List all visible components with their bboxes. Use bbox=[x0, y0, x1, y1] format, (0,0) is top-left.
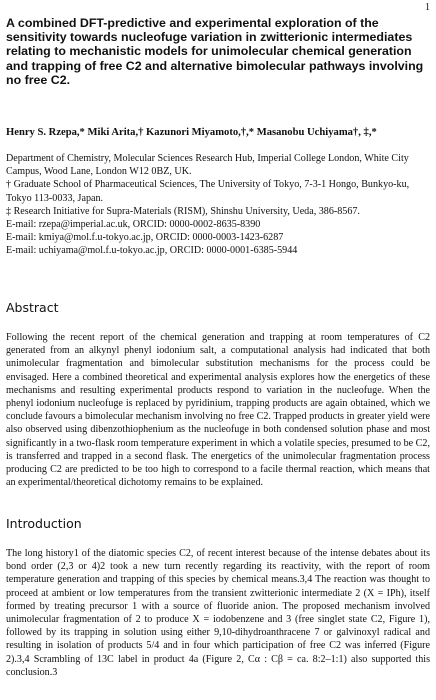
email-uchiyama: E-mail: uchiyama@mol.f.u-tokyo.ac.jp, ORCID: 0000-0001-6385-5944 bbox=[6, 245, 298, 257]
affiliation-shinshu: ‡ Research Initiative for Supra-Materials (RISM), Shinshu University, Ueda, 386-8567. bbox=[6, 205, 360, 217]
affiliation-imperial: Department of Chemistry, Molecular Sciences Research Hub, Imperial College London, White City Campus, Wood Lane, London W12 0BZ, UK. bbox=[6, 153, 409, 178]
abstract-text: Following the recent report of the chemical generation and trapping at room temperatures of C2 generated from an alkynyl phenyl iodonium salt, a computational analysis had indicated that both unimolecular fragmentation and bimolecular substitution mechanisms for the process could be envisaged. Here a combined theoretical and experimental analysis explores how the energetics of these mechanisms and resulting experimental products respond to variation in the nucleofuge. When the phenyl iodonium nucleofuge is replaced by pyridinium, trapping products are again obtained, which we conclude favours a bimolecular mechanism involving no free C2. Trapped products in greater yield were also observed using dibenzothiophenium as the nucleofuge in both condensed solution phase and most significantly in a two-flask room temperature experiment in which a volatile species, presumed to be C2, is transferred and trapped in a second flask. The energetics of the unimolecular fragmentation process producing C2 are predicted to be too high to correspond to a facile thermal reaction, which means that an experimental/theoretical dichotomy remains to be explained. bbox=[6, 332, 430, 489]
affiliation-block bbox=[6, 152, 432, 258]
affiliation-tokyo: † Graduate School of Pharmaceutical Sciences, The University of Tokyo, 7-3-1 Hongo, Bunkyo-ku, Tokyo 113-0033, Japan. bbox=[6, 179, 410, 204]
author-list: Henry S. Rzepa,* Miki Arita,† Kazunori Miyamoto,†,* Masanobu Uchiyama†, ‡,* bbox=[6, 127, 377, 138]
paper-title: A combined DFT-predictive and experimental exploration of the sensitivity towards nucleofuge variation in zwitterionic intermediates relating to mechanistic models for unimolecular chemical generation and trapping of free C2 and alternative bimolecular pathways involving no free C2. bbox=[6, 16, 424, 87]
page-number: 1 bbox=[425, 2, 430, 13]
introduction-text: The long history1 of the diatomic species C2, of recent interest because of the intense debates about its bond order (2,3 or 4)2 took a new turn recently regarding its reactivity, with the report of room temperature generation and trapping of this species by chemical means.3,4 The reaction was thought to proceed at ambient or low temperatures from the transient zwitterionic intermediate 2 (X = IPh), itself formed by treating precursor 1 with a source of fluoride anion. The proposed mechanism involved unimolecular fragmentation of 2 to produce X = iodobenzene and 3 (free singlet state C2, Figure 1), followed by its trapping in solution using either 9,10-dihydroanthracene 7 or galvinoxyl radical and resulting in isolation of products 5/4 and in four which participation of free C2 was inferred (Figure 2).3,4 Scrambling of 13C label in product 4a (Figure 2, Cα : Cβ = ca. 8:2–1:1) also supported this conclusion.3 bbox=[6, 548, 430, 678]
email-miyamoto: E-mail: kmiya@mol.f.u-tokyo.ac.jp, ORCID: 0000-0003-1423-6287 bbox=[6, 232, 284, 244]
email-rzepa: E-mail: rzepa@imperial.ac.uk, ORCID: 0000-0002-8635-8390 bbox=[6, 219, 261, 231]
abstract-heading: Abstract bbox=[6, 300, 59, 315]
introduction-heading: Introduction bbox=[6, 516, 82, 531]
